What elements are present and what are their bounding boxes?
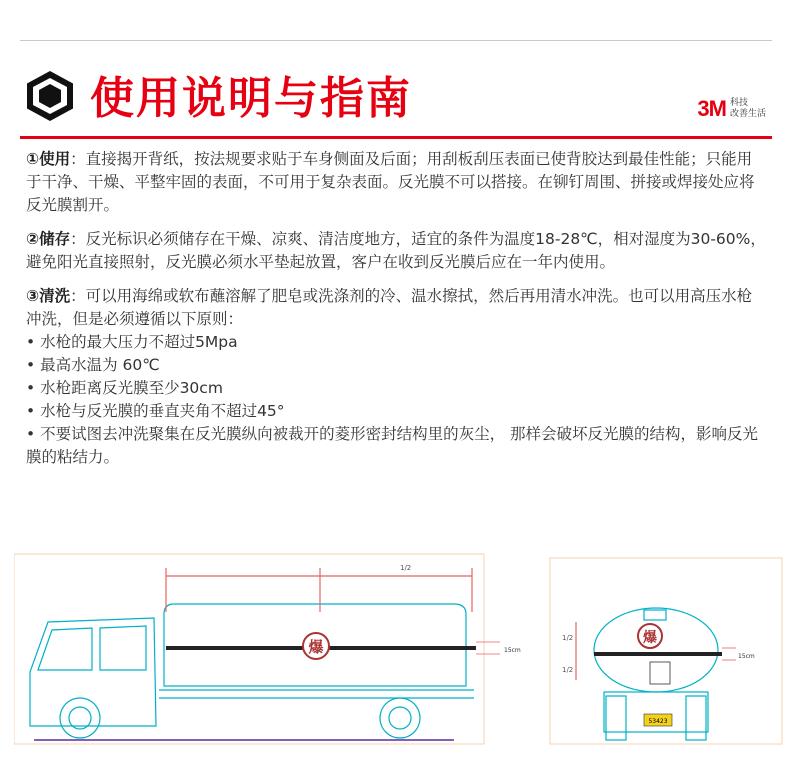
section-storage-text: ：反光标识必须储存在干燥、凉爽、清洁度地方，适宜的条件为温度18-28℃，相对湿度为30-60%，避免阳光直接照射，反光膜必须水平垫起放置，客户在收到反光膜后应在一年内使用。	[26, 230, 766, 271]
brand-logo: 3M	[697, 96, 726, 121]
hazard-emblem-rear-text: 爆	[643, 630, 657, 646]
dim-half-label-rear-bottom: 1/2	[562, 666, 574, 674]
section-clean	[26, 285, 766, 469]
clean-bullet: • 不要试图去冲洗聚集在反光膜纵向被裁开的菱形密封结构里的灰尘， 那样会破坏反光膜的结构，影响反光膜的粘结力。	[26, 425, 759, 466]
section-storage-heading: 储存	[39, 230, 71, 248]
hexagon-bullet-icon	[24, 70, 76, 122]
rear-info-panel	[650, 662, 670, 684]
clean-bullet: • 水枪的最大压力不超过5Mpa	[26, 333, 238, 351]
top-divider	[20, 40, 772, 41]
clean-bullet: • 水枪距离反光膜至少30cm	[26, 379, 223, 397]
title-underline	[20, 136, 772, 139]
brand-tagline-line2: 改善生活	[729, 109, 766, 119]
dim-15cm-label-side: 15cm	[504, 647, 521, 654]
clean-bullet: • 最高水温为 60℃	[26, 356, 160, 374]
license-plate-text: 53423	[648, 718, 668, 725]
dim-half-label-side: 1/2	[400, 564, 412, 572]
hazard-emblem-side-text: 爆	[308, 638, 324, 656]
section-storage-num: ②	[26, 230, 40, 248]
section-use-text: ：直接揭开背纸，按法规要求贴于车身侧面及后面；用刮板刮压表面已使背胶达到最佳性能；只能用于干净、干燥、平整牢固的表面，不可用于复杂表面。反光膜不可以搭接。在铆钉周围、拼接或焊接处应将反光膜割开。	[26, 150, 755, 214]
truck-diagram	[14, 550, 784, 750]
clean-bullet: • 水枪与反光膜的垂直夹角不超过45°	[26, 402, 285, 420]
brand-tagline	[730, 98, 766, 120]
instruction-body	[26, 148, 766, 469]
brand-mark	[697, 96, 766, 122]
brand-tagline-line1: 科技	[729, 98, 748, 108]
section-storage	[26, 228, 766, 274]
section-use-heading: 使用	[39, 150, 71, 168]
dim-15cm-label-rear: 15cm	[738, 653, 755, 660]
page-title: 使用说明与指南	[90, 73, 412, 124]
section-clean-text: ：可以用海绵或软布蘸溶解了肥皂或洗涤剂的冷、温水擦拭，然后再用清水冲洗。也可以用高压水枪冲洗，但是必须遵循以下原则：	[26, 287, 753, 328]
section-use	[26, 148, 766, 217]
section-clean-heading: 清洗	[39, 287, 71, 305]
section-clean-num: ③	[26, 287, 40, 305]
title-bar	[20, 56, 772, 126]
section-use-num: ①	[26, 150, 40, 168]
dim-half-label-rear-top: 1/2	[562, 634, 574, 642]
